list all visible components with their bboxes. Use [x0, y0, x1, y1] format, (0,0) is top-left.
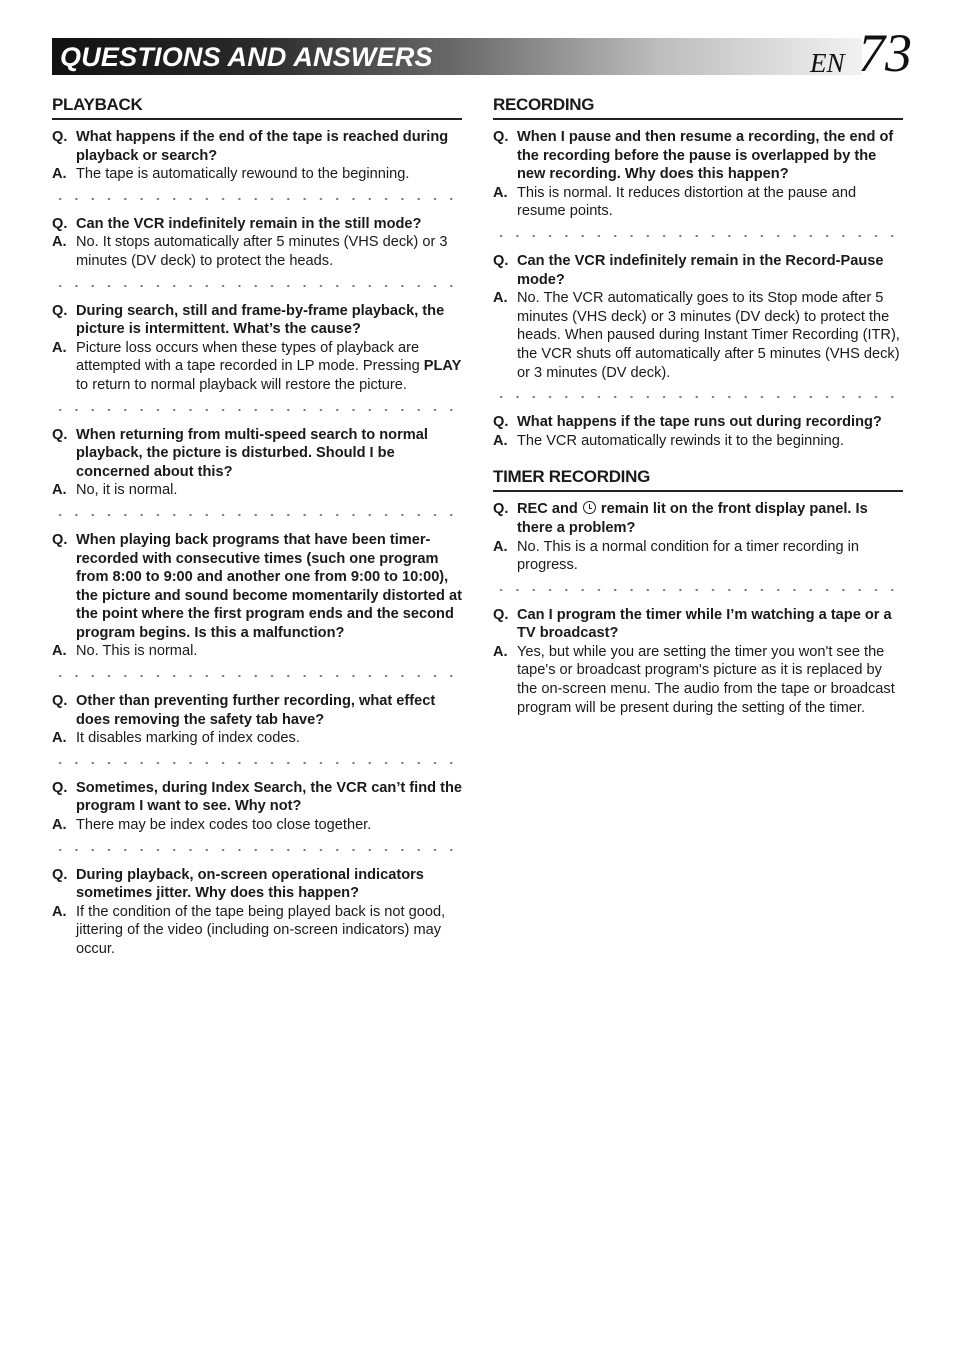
- q-label: Q.: [52, 215, 68, 232]
- answer: [52, 729, 462, 748]
- question: [493, 606, 903, 643]
- a-label: A.: [52, 482, 67, 499]
- page-language: EN: [810, 48, 845, 78]
- answer: [52, 233, 462, 270]
- answer: [493, 289, 903, 382]
- answer-text: No. It stops automatically after 5 minutes (VHS deck) or 3 minutes (DV deck) to protect the heads.: [76, 234, 448, 269]
- answer-text: No. The VCR automatically goes to its Stop mode after 5 minutes (VHS deck) or 3 minutes (DV deck) to protect the heads. When paused during Instant Timer Recording (ITR), the VCR shuts off automatically after 5 minutes (VHS deck) or 3 minutes (DV deck).: [517, 290, 900, 381]
- answer: [52, 642, 462, 661]
- question-text: Can the VCR indefinitely remain in the still mode?: [76, 215, 422, 232]
- question: [52, 779, 462, 816]
- answer: [493, 643, 903, 717]
- timer-clock-icon: [583, 501, 596, 514]
- a-label: A.: [493, 184, 508, 201]
- question: [52, 215, 462, 234]
- a-label: A.: [493, 643, 508, 660]
- page-title: QUESTIONS AND ANSWERS: [60, 42, 433, 72]
- question: [52, 692, 462, 729]
- question: [493, 413, 903, 432]
- answer: [493, 184, 903, 221]
- q-label: Q.: [493, 129, 509, 145]
- qa-item: [52, 302, 462, 395]
- answer: [52, 903, 462, 959]
- question: [52, 302, 462, 339]
- a-label: A.: [493, 432, 508, 449]
- q-label: Q.: [52, 426, 68, 443]
- answer-text: The VCR automatically rewinds it to the beginning.: [517, 432, 844, 449]
- q-label: Q.: [52, 779, 68, 796]
- question-text: Can the VCR indefinitely remain in the Record-Pause mode?: [517, 252, 884, 288]
- dotted-separator: [52, 195, 462, 203]
- qa-item: [52, 692, 462, 748]
- answer-text-start: Picture loss occurs when these types of playback are attempted with a tape recorded in LP mode. Pressing: [76, 339, 424, 375]
- q-label: Q.: [493, 501, 509, 518]
- page-number: 73: [858, 23, 912, 83]
- recording-column: [493, 94, 903, 717]
- dotted-separator: [52, 282, 462, 290]
- qa-item: [52, 426, 462, 500]
- question: [493, 500, 903, 537]
- a-label: A.: [493, 290, 508, 307]
- section-title-playback: PLAYBACK: [52, 94, 462, 120]
- answer: [52, 339, 462, 395]
- q-label: Q.: [493, 606, 509, 623]
- dotted-separator: [52, 846, 462, 854]
- question-text: Can I program the timer while I’m watching a tape or a TV broadcast?: [517, 606, 892, 642]
- a-label: A.: [52, 817, 67, 834]
- qa-item: [52, 215, 462, 271]
- a-label: A.: [52, 166, 67, 183]
- q-label: Q.: [52, 866, 68, 883]
- question-text: What happens if the end of the tape is reached during playback or search?: [76, 129, 449, 164]
- a-label: A.: [52, 903, 67, 920]
- question-text-end: remain lit on the front display panel. Is there a problem?: [517, 501, 868, 536]
- question-text: Other than preventing further recording, what effect does removing the safety tab have?: [76, 693, 436, 728]
- qa-item: [493, 252, 903, 382]
- a-label: A.: [52, 730, 67, 747]
- answer-text: The tape is automatically rewound to the beginning.: [76, 166, 410, 183]
- answer-text: This is normal. It reduces distortion at the pause and resume points.: [517, 184, 857, 220]
- answer-text: No. This is a normal condition for a timer recording in progress.: [517, 538, 860, 574]
- dotted-separator: [52, 511, 462, 519]
- question-text: Sometimes, during Index Search, the VCR can’t find the program I want to see. Why not?: [76, 779, 462, 815]
- q-label: Q.: [52, 531, 68, 548]
- question-text: During playback, on-screen operational indicators sometimes jitter. Why does this happen?: [76, 866, 424, 902]
- qa-item: [493, 500, 903, 574]
- play-button-reference: PLAY: [423, 358, 462, 375]
- question: [52, 866, 462, 903]
- answer-text-end: to return to normal playback will restore the picture.: [76, 376, 407, 393]
- question-text: When playing back programs that have been timer-recorded with consecutive times (such one program from 8:00 to 9:00 and another one from 9:00 to 10:00), the picture and sound become momentarily distorted at the point where the first program ends and the second program begins. Is this a malfunction?: [76, 531, 462, 641]
- answer-text: If the condition of the tape being played back is not good, jittering of the video (including on-screen indicators) may occur.: [76, 903, 446, 957]
- question-text: When I pause and then resume a recording, the end of the recording before the pause is overlapped by the new recording. Why does this happen?: [517, 129, 894, 183]
- qa-item: [493, 413, 903, 450]
- qa-item: [52, 531, 462, 661]
- q-label: Q.: [52, 693, 68, 710]
- playback-column: [52, 94, 462, 959]
- answer-text: No, it is normal.: [76, 482, 178, 499]
- dotted-separator: [52, 672, 462, 680]
- answer-text: No. This is normal.: [76, 643, 198, 660]
- q-label: Q.: [52, 302, 68, 319]
- q-label: Q.: [493, 252, 509, 269]
- answer: [493, 538, 903, 575]
- answer: [52, 481, 462, 500]
- question: [493, 128, 903, 184]
- a-label: A.: [52, 234, 67, 251]
- qa-item: [52, 128, 462, 184]
- question-text-start: REC and: [517, 501, 582, 518]
- q-label: Q.: [493, 414, 509, 431]
- answer-text: There may be index codes too close together.: [76, 817, 372, 834]
- section-title-recording: RECORDING: [493, 94, 903, 120]
- a-label: A.: [493, 538, 508, 555]
- answer: [52, 165, 462, 184]
- a-label: A.: [52, 339, 67, 356]
- question-text: During search, still and frame-by-frame playback, the picture is intermittent. What’s the cause?: [76, 302, 445, 338]
- qa-item: [493, 606, 903, 718]
- answer-text: Yes, but while you are setting the timer you won't see the tape's or broadcast program's picture as it is replaced by the on-screen menu. The audio from the tape or broadcast program will be present during the setting of the timer.: [517, 643, 895, 716]
- dotted-separator: [493, 586, 903, 594]
- question: [493, 252, 903, 289]
- a-label: A.: [52, 643, 67, 660]
- dotted-separator: [493, 393, 903, 401]
- answer-text: It disables marking of index codes.: [76, 730, 300, 747]
- qa-item: [52, 779, 462, 835]
- section-gap: [493, 450, 903, 466]
- question: [52, 426, 462, 482]
- qa-item: [52, 866, 462, 959]
- dotted-separator: [52, 406, 462, 414]
- q-label: Q.: [52, 129, 68, 145]
- answer: [52, 816, 462, 835]
- section-title-timer-recording: TIMER RECORDING: [493, 466, 903, 492]
- answer: [493, 432, 903, 451]
- dotted-separator: [493, 232, 903, 240]
- question-text: When returning from multi-speed search to normal playback, the picture is disturbed. Should I be concerned about this?: [76, 426, 428, 480]
- question: [52, 531, 462, 643]
- qa-item: [493, 128, 903, 221]
- question-text: What happens if the tape runs out during recording?: [517, 414, 882, 431]
- question: [52, 128, 462, 165]
- dotted-separator: [52, 759, 462, 767]
